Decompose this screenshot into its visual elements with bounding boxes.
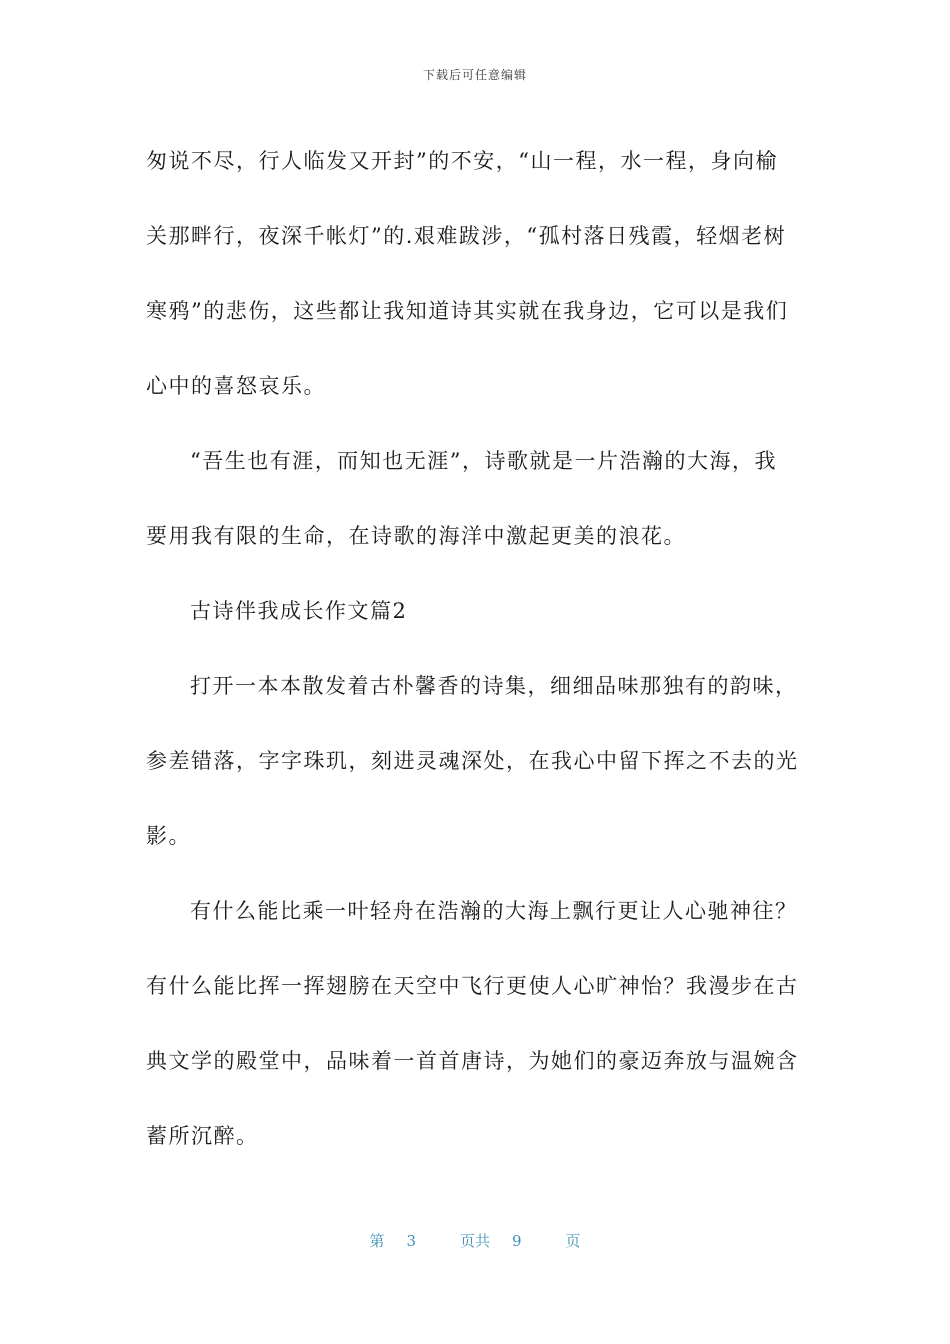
text-line: 匆说不尽，行人临发又开封”的不安，“山一程，水一程，身向榆 <box>146 149 778 173</box>
text-line: “吾生也有涯，而知也无涯”，诗歌就是一片浩瀚的大海，我 <box>190 449 777 473</box>
footer-suffix: 页 <box>565 1232 581 1250</box>
footer-prefix: 第 <box>369 1232 385 1250</box>
text-line: 蓄所沉醉。 <box>146 1124 259 1148</box>
text-line: 参差错落，字字珠玑，刻进灵魂深处，在我心中留下挥之不去的光 <box>146 749 799 773</box>
footer-total-pages: 9 <box>512 1232 522 1250</box>
text-line: 打开一本本散发着古朴馨香的诗集，细细品味那独有的韵味， <box>190 674 798 698</box>
text-line: 典文学的殿堂中，品味着一首首唐诗，为她们的豪迈奔放与温婉含 <box>146 1049 799 1073</box>
document-body <box>146 124 806 1174</box>
section-heading: 古诗伴我成长作文篇2 <box>190 599 408 623</box>
footer-middle: 页共 <box>459 1232 490 1250</box>
footer-current-page: 3 <box>406 1232 416 1250</box>
text-line: 有什么能比乘一叶轻舟在浩瀚的大海上飘行更让人心驰神往？ <box>190 899 798 923</box>
page-header-note: 下载后可任意编辑 <box>422 68 527 82</box>
text-line: 要用我有限的生命，在诗歌的海洋中激起更美的浪花。 <box>146 524 686 548</box>
text-line: 影。 <box>146 824 191 848</box>
text-line: 有什么能比挥一挥翅膀在天空中飞行更使人心旷神怡？我漫步在古 <box>146 974 799 998</box>
page-footer <box>0 1230 950 1251</box>
text-line: 寒鸦”的悲伤，这些都让我知道诗其实就在我身边，它可以是我们 <box>146 299 789 323</box>
text-line: 心中的喜怒哀乐。 <box>146 374 326 398</box>
text-line: 关那畔行，夜深千帐灯”的.艰难跋涉，“孤村落日残霞，轻烟老树 <box>146 224 787 248</box>
